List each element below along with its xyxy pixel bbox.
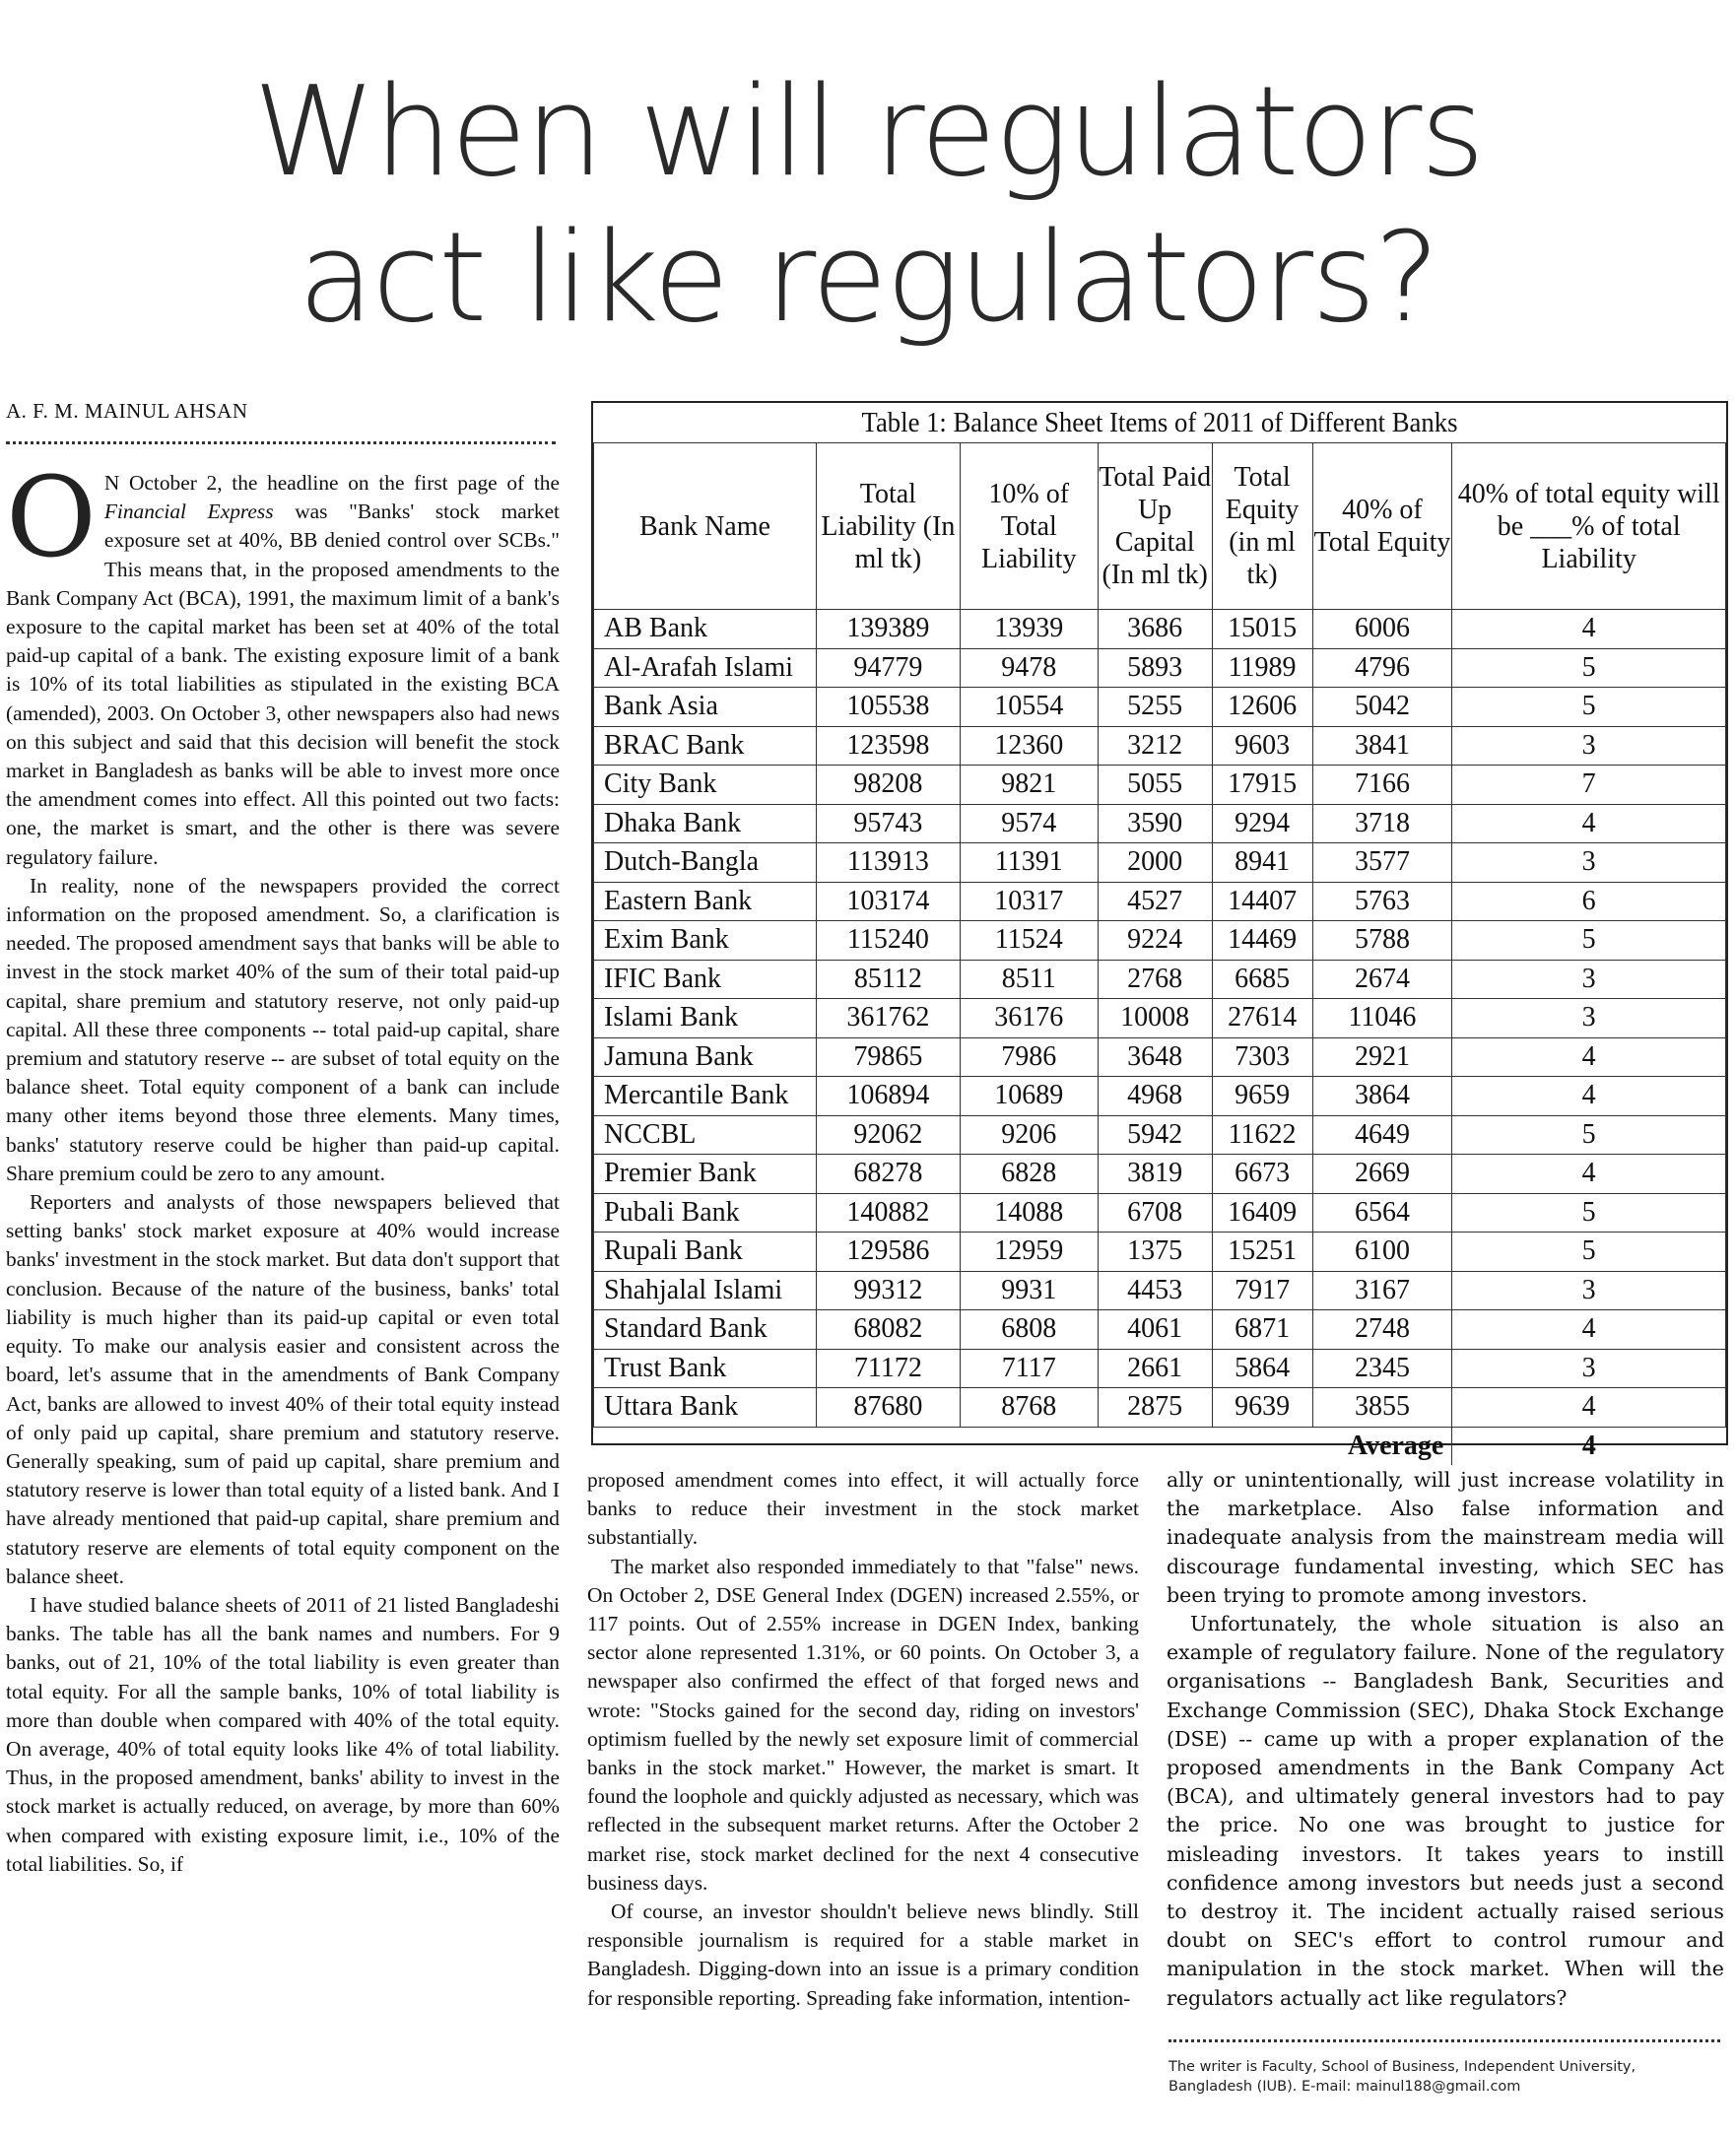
table-cell: 3577 xyxy=(1312,843,1452,883)
table-row xyxy=(594,1310,1726,1350)
table-cell: 3590 xyxy=(1098,804,1212,843)
table-cell: 140882 xyxy=(816,1193,960,1233)
table-cell: 3212 xyxy=(1098,726,1212,766)
table-cell: 3648 xyxy=(1098,1037,1212,1077)
article-column-2 xyxy=(587,1466,1139,2013)
table-cell: 361762 xyxy=(816,999,960,1038)
headline xyxy=(0,59,1736,351)
bank-name-cell: Jamuna Bank xyxy=(594,1037,817,1077)
table-cell: 10317 xyxy=(960,882,1098,921)
table-cell: 4 xyxy=(1452,1037,1726,1077)
table-cell: 15015 xyxy=(1212,610,1312,649)
bank-name-cell: Shahjalal Islami xyxy=(594,1271,817,1310)
article-paragraph: I have studied balance sheets of 2011 of 21 listed Bangladeshi banks. The table has all the bank names and numbers. For 9 banks, out of 21, 10% of the total liability is even greater than total equity. For all the sample banks, 10% of total liability is more than double when compared with 40% of the total equity. On average, 40% of total equity looks like 4% of total liability. Thus, in the proposed amendment, banks' ability to invest in the stock market is actually reduced, on average, by more than 60% when compared with existing exposure limit, i.e., 10% of the total liabilities. So, if xyxy=(6,1592,560,1876)
table-row xyxy=(594,1037,1726,1077)
bank-name-cell: Mercantile Bank xyxy=(594,1077,817,1116)
table-cell: 9206 xyxy=(960,1115,1098,1155)
byline-divider xyxy=(6,441,556,444)
table-cell: 6708 xyxy=(1098,1193,1212,1233)
bank-name-cell: Standard Bank xyxy=(594,1310,817,1350)
table-cell: 4061 xyxy=(1098,1310,1212,1350)
table-cell: 12959 xyxy=(960,1233,1098,1272)
table-cell: 85112 xyxy=(816,960,960,999)
table-cell: 4 xyxy=(1452,1077,1726,1116)
table-cell: 68278 xyxy=(816,1155,960,1194)
average-label: Average xyxy=(594,1427,1452,1465)
table-row xyxy=(594,999,1726,1038)
table-cell: 71172 xyxy=(816,1349,960,1388)
table-cell: 6564 xyxy=(1312,1193,1452,1233)
table-cell: 14088 xyxy=(960,1193,1098,1233)
table-cell: 4 xyxy=(1452,1388,1726,1428)
article-column-1 xyxy=(6,454,561,1879)
table-row xyxy=(594,648,1726,688)
table-cell: 105538 xyxy=(816,688,960,727)
table-cell: 6808 xyxy=(960,1310,1098,1350)
table-cell: 3 xyxy=(1452,999,1726,1038)
table-cell: 4 xyxy=(1452,610,1726,649)
table-header-row xyxy=(594,443,1726,610)
table-cell: 9478 xyxy=(960,648,1098,688)
bank-name-cell: Rupali Bank xyxy=(594,1233,817,1272)
table-row xyxy=(594,1193,1726,1233)
bank-name-cell: Islami Bank xyxy=(594,999,817,1038)
column-header: 40% of Total Equity xyxy=(1312,443,1452,610)
table-title: Table 1: Balance Sheet Items of 2011 of Different Banks xyxy=(861,407,1458,438)
table-cell: 15251 xyxy=(1212,1233,1312,1272)
headline-line-2: act like regulators? xyxy=(298,205,1438,350)
table-cell: 3 xyxy=(1452,1271,1726,1310)
table-cell: 5864 xyxy=(1212,1349,1312,1388)
table-row xyxy=(594,1349,1726,1388)
table-cell: 68082 xyxy=(816,1310,960,1350)
column-header: Bank Name xyxy=(594,443,817,610)
column-header: Total Liability (In ml tk) xyxy=(816,443,960,610)
table-cell: 9294 xyxy=(1212,804,1312,843)
table-cell: 87680 xyxy=(816,1388,960,1428)
table-cell: 5 xyxy=(1452,1115,1726,1155)
average-row xyxy=(594,1427,1726,1465)
headline-line-1: When will regulators xyxy=(252,59,1484,204)
table-row xyxy=(594,804,1726,843)
table-row xyxy=(594,921,1726,961)
bank-name-cell: NCCBL xyxy=(594,1115,817,1155)
table-row xyxy=(594,726,1726,766)
table-row xyxy=(594,1388,1726,1428)
table-cell: 6871 xyxy=(1212,1310,1312,1350)
table-row xyxy=(594,843,1726,883)
table-row xyxy=(594,1271,1726,1310)
table-row xyxy=(594,960,1726,999)
table-row xyxy=(594,1233,1726,1272)
table-cell: 11524 xyxy=(960,921,1098,961)
table-cell: 2674 xyxy=(1312,960,1452,999)
column-header: Total Equity (in ml tk) xyxy=(1212,443,1312,610)
table-cell: 2921 xyxy=(1312,1037,1452,1077)
column-header: Total Paid Up Capital (In ml tk) xyxy=(1098,443,1212,610)
table-cell: 5255 xyxy=(1098,688,1212,727)
table-cell: 2345 xyxy=(1312,1349,1452,1388)
table-row xyxy=(594,610,1726,649)
bank-name-cell: Uttara Bank xyxy=(594,1388,817,1428)
table-grid xyxy=(593,442,1726,1465)
table-cell: 17915 xyxy=(1212,766,1312,805)
table-row xyxy=(594,1077,1726,1116)
table-cell: 129586 xyxy=(816,1233,960,1272)
table-cell: 5042 xyxy=(1312,688,1452,727)
table-cell: 3855 xyxy=(1312,1388,1452,1428)
table-cell: 1375 xyxy=(1098,1233,1212,1272)
table-cell: 11391 xyxy=(960,843,1098,883)
table-cell: 139389 xyxy=(816,610,960,649)
average-value: 4 xyxy=(1452,1427,1726,1465)
table-cell: 6828 xyxy=(960,1155,1098,1194)
bank-name-cell: AB Bank xyxy=(594,610,817,649)
table-cell: 11046 xyxy=(1312,999,1452,1038)
table-cell: 11622 xyxy=(1212,1115,1312,1155)
table-cell: 16409 xyxy=(1212,1193,1312,1233)
table-cell: 5 xyxy=(1452,1193,1726,1233)
table-cell: 8941 xyxy=(1212,843,1312,883)
table-cell: 9224 xyxy=(1098,921,1212,961)
byline: A. F. M. MAINUL AHSAN xyxy=(6,399,248,423)
table-cell: 7986 xyxy=(960,1037,1098,1077)
table-row xyxy=(594,766,1726,805)
article-paragraph: The market also responded immediately to that "false" news. On October 2, DSE General Index (DGEN) increased 2.55%, or 117 points. Out of 2.55% increase in DGEN Index, banking sector alone represented 1.31%, or 60 points. On October 3, a newspaper also confirmed the effect of that forged news and wrote: "Stocks gained for the second day, riding on investors' optimism fuelled by the newly set exposure limit of commercial banks in the stock market." However, the market is smart. It found the loophole and quickly adjusted as necessary, which was reflected in the subsequent market returns. After the October 2 market rise, stock market declined for the next 4 consecutive business days. xyxy=(587,1554,1139,1895)
table-cell: 3 xyxy=(1452,843,1726,883)
article-paragraph: In reality, none of the newspapers provided the correct information on the proposed amendment. So, a clarification is needed. The proposed amendment says that banks will be able to invest in the stock market 40% of the sum of their total paid-up capital, share premium and statutory reserve, not only paid-up capital. All these three components -- total paid-up capital, share premium and statutory reserve -- are subset of total equity on the balance sheet. Total equity component of a bank can include many other items beyond those three elements. Many times, banks' statutory reserve could be higher than paid-up capital. Share premium could be zero to any amount. xyxy=(6,873,560,1185)
table-cell: 5788 xyxy=(1312,921,1452,961)
bank-name-cell: City Bank xyxy=(594,766,817,805)
table-cell: 13939 xyxy=(960,610,1098,649)
table-cell: 113913 xyxy=(816,843,960,883)
table-cell: 5 xyxy=(1452,688,1726,727)
table-cell: 9603 xyxy=(1212,726,1312,766)
table-cell: 8768 xyxy=(960,1388,1098,1428)
table-cell: 2661 xyxy=(1098,1349,1212,1388)
table-cell: 7917 xyxy=(1212,1271,1312,1310)
table-cell: 4 xyxy=(1452,1155,1726,1194)
table-cell: 95743 xyxy=(816,804,960,843)
table-cell: 5763 xyxy=(1312,882,1452,921)
table-cell: 4 xyxy=(1452,804,1726,843)
table-cell: 12606 xyxy=(1212,688,1312,727)
table-cell: 4649 xyxy=(1312,1115,1452,1155)
table-cell: 98208 xyxy=(816,766,960,805)
table-cell: 3864 xyxy=(1312,1077,1452,1116)
table-cell: 10554 xyxy=(960,688,1098,727)
table-cell: 27614 xyxy=(1212,999,1312,1038)
table-cell: 7303 xyxy=(1212,1037,1312,1077)
article-paragraph: Unfortunately, the whole situation is also an example of regulatory failure. None of the regulatory organisations -- Bangladesh Bank, Securities and Exchange Commission (SEC), Dhaka Stock Exchange (DSE) -- came up with a proper explanation of the proposed amendments in the Bank Company Act (BCA), and ultimately general investors had to pay the price. No one was brought to justice for misleading investors. It takes years to instill confidence among investors but needs just a second to destroy it. The incident actually raised serious doubt on SEC's effort to control rumour and manipulation in the stock market. When will the regulators actually act like regulators? xyxy=(1167,1612,1724,2010)
bank-name-cell: Exim Bank xyxy=(594,921,817,961)
table-cell: 7166 xyxy=(1312,766,1452,805)
bank-name-cell: Premier Bank xyxy=(594,1155,817,1194)
table-cell: 9659 xyxy=(1212,1077,1312,1116)
table-cell: 6673 xyxy=(1212,1155,1312,1194)
balance-sheet-table xyxy=(591,401,1728,1461)
table-cell: 2669 xyxy=(1312,1155,1452,1194)
table-cell: 4 xyxy=(1452,1310,1726,1350)
table-cell: 4527 xyxy=(1098,882,1212,921)
table-cell: 11989 xyxy=(1212,648,1312,688)
bank-name-cell: Trust Bank xyxy=(594,1349,817,1388)
table-cell: 7117 xyxy=(960,1349,1098,1388)
credit-divider xyxy=(1168,2039,1720,2042)
table-row xyxy=(594,688,1726,727)
table-cell: 8511 xyxy=(960,960,1098,999)
article-paragraph: Of course, an investor shouldn't believe news blindly. Still responsible journalism is required for a stable market in Bangladesh. Digging-down into an issue is a primary condition for responsible reporting. Spreading fake information, intention- xyxy=(587,1900,1139,2010)
article-paragraph: ally or unintentionally, will just increase volatility in the marketplace. Also false information and inadequate analysis from the mainstream media will discourage fundamental investing, which SEC has been trying to promote among investors. xyxy=(1167,1468,1724,1607)
table-cell: 99312 xyxy=(816,1271,960,1310)
table-cell: 6006 xyxy=(1312,610,1452,649)
table-cell: 123598 xyxy=(816,726,960,766)
table-cell: 9821 xyxy=(960,766,1098,805)
table-row xyxy=(594,1115,1726,1155)
bank-name-cell: Eastern Bank xyxy=(594,882,817,921)
table-cell: 5893 xyxy=(1098,648,1212,688)
table-cell: 9931 xyxy=(960,1271,1098,1310)
bank-name-cell: BRAC Bank xyxy=(594,726,817,766)
table-cell: 5942 xyxy=(1098,1115,1212,1155)
table-cell: 92062 xyxy=(816,1115,960,1155)
table-cell: 4453 xyxy=(1098,1271,1212,1310)
table-cell: 3718 xyxy=(1312,804,1452,843)
table-cell: 106894 xyxy=(816,1077,960,1116)
table-cell: 2748 xyxy=(1312,1310,1452,1350)
table-cell: 94779 xyxy=(816,648,960,688)
table-cell: 2768 xyxy=(1098,960,1212,999)
article-column-3 xyxy=(1167,1466,1724,2013)
bank-name-cell: Dhaka Bank xyxy=(594,804,817,843)
table-cell: 79865 xyxy=(816,1037,960,1077)
bank-name-cell: Bank Asia xyxy=(594,688,817,727)
table-cell: 2875 xyxy=(1098,1388,1212,1428)
table-cell: 14469 xyxy=(1212,921,1312,961)
article-paragraph: O N October 2, the headline on the first page of the Financial Express was "Banks' stock market exposure set at 40%, BB denied control over SCBs." This means that, in the proposed amendments to the Bank Company Act (BCA), 1991, the maximum limit of a bank's exposure to the capital market has been set at 40% of the total paid-up capital of a bank. The existing exposure limit of a bank is 10% of its total liabilities as stipulated in the existing BCA (amended), 2003. On October 3, other newspapers also had news on this subject and said that this decision will benefit the stock market in Bangladesh as banks will be able to invest more once the amendment comes into effect. All this pointed out two facts: one, the market is smart, and the other is there was severe regulatory failure. xyxy=(6,454,561,869)
column-header: 10% of Total Liability xyxy=(960,443,1098,610)
author-credit: The writer is Faculty, School of Business, Independent University, Bangladesh (IUB). E-mail: mainul188@gmail.com xyxy=(1168,2059,1636,2095)
table-cell: 6685 xyxy=(1212,960,1312,999)
table-cell: 103174 xyxy=(816,882,960,921)
table-cell: 5055 xyxy=(1098,766,1212,805)
table-cell: 6100 xyxy=(1312,1233,1452,1272)
table-cell: 5 xyxy=(1452,921,1726,961)
table-cell: 14407 xyxy=(1212,882,1312,921)
table-cell: 36176 xyxy=(960,999,1098,1038)
bank-name-cell: IFIC Bank xyxy=(594,960,817,999)
table-cell: 12360 xyxy=(960,726,1098,766)
bank-name-cell: Al-Arafah Islami xyxy=(594,648,817,688)
table-cell: 3819 xyxy=(1098,1155,1212,1194)
table-cell: 2000 xyxy=(1098,843,1212,883)
table-cell: 7 xyxy=(1452,766,1726,805)
article-paragraph: proposed amendment comes into effect, it will actually force banks to reduce their investment in the stock market substantially. xyxy=(587,1468,1139,1550)
table-cell: 115240 xyxy=(816,921,960,961)
table-cell: 9639 xyxy=(1212,1388,1312,1428)
bank-name-cell: Pubali Bank xyxy=(594,1193,817,1233)
table-cell: 10008 xyxy=(1098,999,1212,1038)
table-cell: 5 xyxy=(1452,1233,1726,1272)
column-header: 40% of total equity will be ___% of total Liability xyxy=(1452,443,1726,610)
table-cell: 10689 xyxy=(960,1077,1098,1116)
table-cell: 3167 xyxy=(1312,1271,1452,1310)
table-cell: 3 xyxy=(1452,726,1726,766)
table-cell: 3841 xyxy=(1312,726,1452,766)
table-cell: 3 xyxy=(1452,960,1726,999)
table-row xyxy=(594,1155,1726,1194)
table-cell: 6 xyxy=(1452,882,1726,921)
table-cell: 5 xyxy=(1452,648,1726,688)
drop-cap: O xyxy=(6,454,97,582)
table-cell: 3686 xyxy=(1098,610,1212,649)
table-row xyxy=(594,882,1726,921)
table-cell: 4968 xyxy=(1098,1077,1212,1116)
bank-name-cell: Dutch-Bangla xyxy=(594,843,817,883)
table-cell: 4796 xyxy=(1312,648,1452,688)
table-cell: 3 xyxy=(1452,1349,1726,1388)
article-paragraph: Reporters and analysts of those newspapers believed that setting banks' stock market exposure at 40% would increase banks' investment in the stock market. But data don't support that conclusion. Because of the nature of the business, banks' total liability is much higher than its paid-up capital or even total equity. To make our analysis easier and consistent across the board, let's assume that in the amendments of Bank Company Act, banks are allowed to invest 40% of their total equity instead of only paid up capital, share premium and statutory reserve. Generally speaking, sum of paid up capital, share premium and statutory reserve is lower than total equity of a listed bank. And I have already mentioned that paid-up capital, share premium and statutory reserve are elements of total equity component on the balance sheet. xyxy=(6,1190,560,1588)
table-cell: 9574 xyxy=(960,804,1098,843)
